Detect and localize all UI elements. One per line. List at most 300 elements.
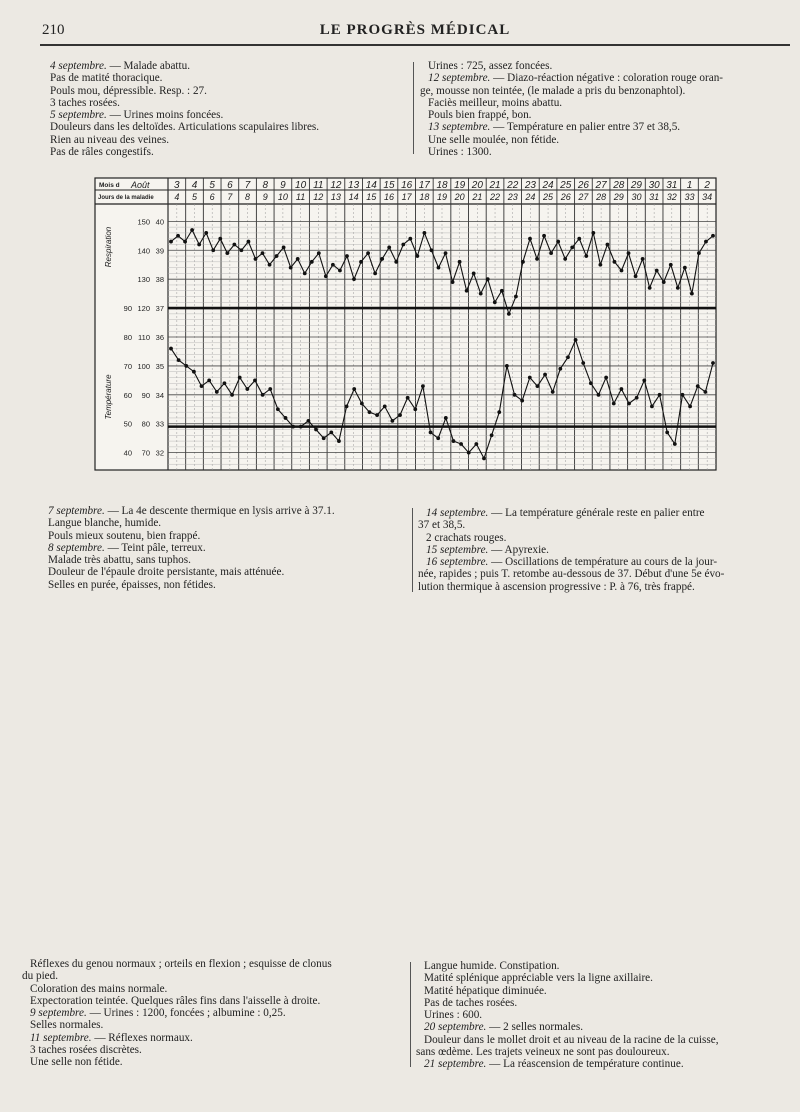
day-of-illness-label: 12 [313, 192, 324, 202]
series-point-1 [591, 231, 595, 235]
series-point-1 [711, 234, 715, 238]
series-point-2 [436, 436, 440, 440]
text-line [416, 1034, 796, 1046]
series-point-1 [268, 263, 272, 267]
series-point-1 [704, 240, 708, 244]
series-point-2 [223, 381, 227, 385]
entry-text: — 2 selles normales. [489, 1021, 583, 1034]
series-point-2 [665, 431, 669, 435]
text-line [40, 542, 410, 554]
day-of-month-label: 30 [648, 180, 660, 191]
series-point-1 [239, 248, 243, 252]
month-label: Août [131, 180, 150, 190]
day-of-illness-label: 31 [649, 192, 660, 202]
entry-text: 2 crachats rouges. [426, 531, 507, 544]
axis-outer-tick: 40 [123, 448, 132, 458]
day-of-month-label: 16 [401, 180, 413, 191]
entry-text: Coloration des mains normale. [30, 982, 168, 995]
series-point-1 [289, 266, 293, 270]
series-point-2 [421, 384, 425, 388]
series-point-1 [655, 269, 659, 273]
entry-text: Réflexes du genou normaux ; orteils en flexion ; esquisse de clonus [30, 958, 332, 970]
series-point-1 [176, 234, 180, 238]
series-point-1 [254, 257, 258, 261]
day-of-illness-label: 9 [262, 192, 268, 202]
series-point-1 [331, 263, 335, 267]
series-point-2 [352, 387, 356, 391]
entry-text: Une selle moulée, non fétide. [428, 133, 560, 146]
series-point-2 [245, 387, 249, 391]
text-block-right-bot [416, 960, 796, 1071]
entry-text: — La 4e descente thermique en lysis arrive à 37.1. [107, 505, 335, 517]
series-point-2 [406, 396, 410, 400]
series-point-2 [543, 373, 547, 377]
day-of-month-label: 27 [595, 180, 607, 191]
text-block-left-bot [22, 958, 414, 1069]
entry-text: Selles normales. [30, 1019, 104, 1032]
series-point-1 [634, 274, 638, 278]
day-of-illness-label: 21 [472, 192, 483, 202]
axis-left-tick: 80 [141, 419, 150, 429]
axis-left-tick: 130 [137, 275, 150, 285]
text-line [418, 507, 798, 519]
series-point-1 [690, 292, 694, 296]
text-line [22, 1032, 414, 1044]
series-point-1 [577, 237, 581, 241]
series-point-2 [497, 410, 501, 414]
day-of-month-label: 24 [542, 180, 554, 191]
series-point-1 [345, 254, 349, 258]
day-of-month-label: 17 [418, 180, 430, 191]
series-point-2 [566, 355, 570, 359]
series-point-2 [261, 393, 265, 397]
axis-outer-tick: 70 [123, 361, 132, 371]
series-point-2 [452, 439, 456, 443]
entry-text: ge, mousse non teintée, (le malade a pris du benzonaphtol). [420, 84, 686, 97]
entry-text: — Température en palier entre 37 et 38,5. [493, 121, 681, 134]
entry-date: 13 septembre. [428, 121, 491, 134]
day-of-month-label: 8 [262, 180, 269, 191]
day-of-illness-label: 33 [684, 192, 695, 202]
series-point-2 [284, 416, 288, 420]
series-point-1 [275, 254, 279, 258]
axis-outer-tick: 60 [123, 390, 132, 400]
entry-text: Malade très abattu, sans tuphos. [48, 554, 191, 567]
entry-text: — Oscillations de température au cours de la jour- [491, 556, 718, 569]
text-block-right-mid [418, 507, 798, 593]
axis-label-temperature: Température [104, 374, 113, 420]
entry-text: 3 taches rosées discrètes. [30, 1044, 142, 1057]
series-point-1 [648, 286, 652, 290]
entry-date: 4 septembre. [50, 60, 107, 72]
series-point-1 [211, 248, 215, 252]
series-point-2 [597, 393, 601, 397]
entry-text: — La température générale reste en palier entre [491, 507, 705, 519]
day-of-month-label: 26 [577, 180, 589, 191]
day-of-month-label: 29 [630, 180, 643, 191]
series-point-2 [337, 439, 341, 443]
axis-mid-tick: 40 [155, 217, 164, 227]
series-point-1 [437, 266, 441, 270]
series-point-1 [338, 269, 342, 273]
series-point-2 [429, 431, 433, 435]
entry-text: — Urines moins foncées. [109, 109, 224, 122]
axis-outer-tick: 80 [123, 333, 132, 342]
series-point-2 [184, 364, 188, 368]
text-line [418, 568, 798, 580]
series-point-2 [398, 413, 402, 417]
text-line [22, 1007, 414, 1019]
day-of-month-label: 15 [383, 180, 395, 191]
series-point-2 [329, 431, 333, 435]
entry-text: Rien au niveau des veines. [50, 133, 169, 146]
entry-text: Expectoration teintée. Quelques râles fins dans l'aisselle à droite. [30, 994, 321, 1007]
entry-text: Pouls mieux soutenu, bien frappé. [48, 529, 201, 542]
series-point-2 [482, 457, 486, 461]
entry-text: Langue humide. Constipation. [424, 960, 560, 972]
series-point-1 [507, 312, 511, 316]
text-line [418, 532, 798, 544]
day-of-illness-label: 19 [436, 192, 448, 202]
series-point-2 [291, 425, 295, 429]
entry-date: 11 septembre. [30, 1031, 92, 1044]
text-line [416, 997, 796, 1009]
day-of-illness-label: 10 [277, 192, 288, 202]
day-of-illness-label: 13 [330, 192, 341, 202]
series-point-2 [360, 402, 364, 406]
entry-text: Matité hépatique diminuée. [424, 984, 547, 997]
day-of-illness-label: 28 [596, 192, 607, 202]
entry-date: 20 septembre. [424, 1021, 487, 1034]
series-point-2 [177, 358, 181, 362]
entry-text: — La réascension de température continue. [489, 1058, 684, 1071]
entry-date: 8 septembre. [48, 541, 105, 554]
series-point-2 [192, 370, 196, 374]
series-point-1 [472, 271, 476, 275]
entry-text: Pas de râles congestifs. [50, 146, 154, 159]
day-of-illness-label: 30 [631, 192, 642, 202]
series-point-2 [589, 381, 593, 385]
series-point-1 [324, 274, 328, 278]
day-of-month-label: 9 [280, 180, 286, 191]
entry-text: Urines : 1300. [428, 146, 492, 159]
series-point-1 [352, 277, 356, 281]
text-line [416, 1021, 796, 1033]
day-of-illness-label: 34 [702, 192, 713, 202]
series-point-1 [521, 260, 525, 264]
series-point-2 [536, 384, 540, 388]
series-point-2 [413, 407, 417, 411]
series-point-2 [513, 393, 517, 397]
series-point-1 [683, 266, 687, 270]
day-of-month-label: 13 [348, 180, 360, 191]
text-line [22, 1044, 414, 1056]
entry-text: 3 taches rosées. [50, 96, 120, 109]
text-line [418, 519, 798, 531]
series-point-1 [598, 263, 602, 267]
axis-mid-tick: 33 [155, 419, 164, 429]
text-line [22, 995, 414, 1007]
series-point-1 [225, 251, 229, 255]
axis-mid-tick: 37 [155, 304, 164, 314]
entry-text: Matité splénique appréciable vers la ligne axillaire. [424, 972, 653, 985]
series-point-1 [570, 245, 574, 249]
entry-text: Selles en purée, épaisses, non fétides. [48, 578, 216, 591]
series-point-2 [642, 378, 646, 382]
journal-title: LE PROGRÈS MÉDICAL [319, 22, 511, 38]
entry-text: née, rapides ; puis T. retombe au-dessous de 37. Début d'une 5e évo- [418, 568, 725, 581]
series-point-2 [681, 393, 685, 397]
text-line [40, 530, 410, 542]
day-of-illness-label: 6 [209, 192, 215, 202]
series-point-1 [500, 289, 504, 293]
day-of-month-label: 23 [524, 180, 536, 191]
entry-text: Douleur de l'épaule droite persistante, mais atténuée. [48, 566, 285, 579]
day-of-month-label: 25 [560, 180, 572, 191]
day-of-illness-label: 27 [578, 192, 589, 202]
entry-text: Urines : 600. [424, 1009, 483, 1022]
series-point-2 [703, 390, 707, 394]
series-point-1 [366, 251, 370, 255]
series-point-2 [627, 402, 631, 406]
entry-text: sans œdème. Les trajets veineux ne sont pas douloureux. [416, 1046, 670, 1059]
text-line [40, 579, 410, 591]
text-line [40, 566, 410, 578]
axis-left-tick: 100 [137, 361, 150, 371]
series-point-2 [253, 378, 257, 382]
day-of-month-label: 22 [507, 180, 519, 191]
series-point-2 [604, 376, 608, 380]
series-point-2 [528, 376, 532, 380]
series-point-2 [375, 413, 379, 417]
day-of-illness-label: 25 [543, 192, 554, 202]
text-line [416, 1058, 796, 1070]
series-point-1 [218, 237, 222, 241]
series-point-2 [581, 361, 585, 365]
series-point-2 [688, 404, 692, 408]
text-line [416, 1046, 796, 1058]
series-point-2 [467, 451, 471, 455]
series-point-1 [514, 295, 518, 299]
day-of-illness-label: 15 [366, 192, 377, 202]
series-point-2 [314, 428, 318, 432]
day-of-month-label: 2 [704, 180, 710, 191]
series-point-2 [230, 393, 234, 397]
series-point-1 [204, 231, 208, 235]
series-point-1 [627, 251, 631, 255]
axis-left-tick: 150 [137, 217, 150, 227]
day-of-illness-label: 32 [666, 192, 677, 202]
row-label-month: Mois d [99, 182, 120, 189]
day-of-month-label: 5 [209, 180, 215, 191]
axis-mid-tick: 32 [155, 448, 164, 458]
entry-text: Faciès meilleur, moins abattu. [428, 96, 563, 109]
series-point-1 [535, 257, 539, 261]
series-point-2 [574, 338, 578, 342]
series-point-2 [444, 416, 448, 420]
series-point-2 [368, 410, 372, 414]
series-point-1 [169, 240, 173, 244]
entry-text: — Réflexes normaux. [94, 1031, 193, 1044]
text-line [22, 958, 414, 970]
series-point-2 [383, 404, 387, 408]
axis-mid-tick: 35 [155, 361, 164, 371]
entry-text: 37 et 38,5. [418, 519, 466, 532]
series-point-1 [380, 257, 384, 261]
series-point-1 [232, 243, 236, 247]
day-of-illness-label: 26 [560, 192, 571, 202]
series-point-1 [493, 300, 497, 304]
series-point-1 [697, 251, 701, 255]
day-of-illness-label: 4 [174, 192, 180, 202]
entry-text: Douleurs dans les deltoïdes. Articulations scapulaires libres. [50, 121, 320, 134]
day-of-illness-label: 23 [507, 192, 518, 202]
entry-date: 7 septembre. [48, 505, 105, 517]
axis-label-respiration: Respiration [104, 226, 113, 268]
series-point-2 [307, 419, 311, 423]
series-point-1 [451, 280, 455, 284]
series-point-1 [613, 260, 617, 264]
day-of-month-label: 6 [227, 180, 233, 191]
series-point-1 [296, 257, 300, 261]
entry-text: — Teint pâle, terreux. [107, 541, 206, 554]
series-point-1 [556, 240, 560, 244]
axis-mid-tick: 36 [155, 333, 164, 342]
series-point-1 [676, 286, 680, 290]
entry-text: Urines : 725, assez foncées. [428, 60, 553, 72]
series-point-1 [669, 263, 673, 267]
series-point-1 [662, 280, 666, 284]
series-point-1 [584, 254, 588, 258]
series-point-1 [486, 277, 490, 281]
text-line [416, 985, 796, 997]
day-of-month-label: 18 [436, 180, 448, 191]
axis-mid-tick: 34 [155, 390, 164, 400]
entry-text: Pouls bien frappé, bon. [428, 109, 532, 122]
text-line [22, 1056, 414, 1068]
text-line [418, 556, 798, 568]
series-point-2 [390, 419, 394, 423]
series-point-2 [268, 387, 272, 391]
series-point-1 [190, 228, 194, 232]
entry-text: Pas de matité thoracique. [50, 72, 163, 85]
axis-outer-tick: 50 [123, 419, 132, 429]
day-of-month-label: 21 [489, 180, 501, 191]
text-line [416, 960, 796, 972]
series-point-2 [345, 404, 349, 408]
entry-text: — Urines : 1200, foncées ; albumine : 0,25. [89, 1007, 286, 1020]
series-point-1 [401, 243, 405, 247]
series-point-2 [169, 347, 173, 351]
column-divider [410, 962, 411, 1067]
series-point-2 [490, 433, 494, 437]
series-point-2 [619, 387, 623, 391]
series-point-1 [247, 240, 251, 244]
series-point-1 [415, 254, 419, 258]
series-point-1 [310, 260, 314, 264]
series-point-2 [551, 390, 555, 394]
day-of-illness-label: 24 [525, 192, 536, 202]
series-point-1 [549, 251, 553, 255]
series-point-2 [459, 442, 463, 446]
axis-left-tick: 140 [137, 246, 150, 256]
day-of-month-label: 12 [330, 180, 342, 191]
text-line [40, 505, 410, 517]
series-point-2 [650, 404, 654, 408]
series-point-2 [558, 367, 562, 371]
series-point-2 [207, 378, 211, 382]
entry-text: Pouls mou, dépressible. Resp. : 27. [50, 84, 207, 97]
series-point-2 [612, 402, 616, 406]
entry-date: 12 septembre. [428, 72, 491, 85]
series-point-1 [408, 237, 412, 241]
day-of-month-label: 10 [295, 180, 307, 191]
series-point-2 [238, 376, 242, 380]
series-point-1 [183, 240, 187, 244]
entry-date: 5 septembre. [50, 109, 107, 122]
series-point-1 [528, 237, 532, 241]
day-of-month-label: 4 [191, 180, 198, 191]
series-point-1 [303, 271, 307, 275]
series-point-1 [479, 292, 483, 296]
row-label-days: Jours de la maladie [98, 195, 154, 201]
series-point-2 [635, 396, 639, 400]
series-point-2 [322, 436, 326, 440]
series-point-1 [620, 269, 624, 273]
day-of-illness-label: 14 [348, 192, 359, 202]
entry-text: — Malade abattu. [109, 60, 191, 72]
series-point-1 [423, 231, 427, 235]
text-line [418, 544, 798, 556]
text-line [416, 972, 796, 984]
series-point-1 [359, 260, 363, 264]
day-of-illness-label: 11 [295, 192, 306, 202]
axis-left-tick: 70 [141, 448, 150, 458]
text-line [416, 1009, 796, 1021]
day-of-month-label: 20 [471, 180, 483, 191]
entry-date: 16 septembre. [426, 556, 489, 569]
series-point-2 [474, 442, 478, 446]
entry-text: — Apyrexie. [491, 543, 549, 556]
axis-left-tick: 110 [138, 333, 150, 342]
series-point-2 [658, 393, 662, 397]
series-point-1 [641, 257, 645, 261]
text-line [22, 970, 414, 982]
axis-outer-tick: 90 [123, 304, 132, 314]
series-point-2 [696, 384, 700, 388]
entry-text: Douleur dans le mollet droit et au niveau de la racine de la cuisse, [424, 1033, 719, 1046]
day-of-illness-label: 16 [383, 192, 394, 202]
text-line [40, 554, 410, 566]
entry-date: 15 septembre. [426, 543, 489, 556]
day-of-month-label: 31 [666, 180, 678, 191]
entry-text: Pas de taches rosées. [424, 996, 518, 1009]
series-point-1 [394, 260, 398, 264]
series-point-2 [215, 390, 219, 394]
axis-mid-tick: 39 [155, 246, 164, 256]
series-point-1 [606, 243, 610, 247]
series-point-2 [711, 361, 715, 365]
day-of-illness-label: 7 [227, 192, 233, 202]
day-of-illness-label: 8 [245, 192, 251, 202]
day-of-illness-label: 29 [613, 192, 624, 202]
series-point-1 [373, 271, 377, 275]
day-of-month-label: 1 [686, 180, 693, 191]
series-point-2 [673, 442, 677, 446]
series-point-1 [563, 257, 567, 261]
day-of-month-label: 3 [174, 180, 180, 191]
entry-text: du pied. [22, 970, 59, 983]
